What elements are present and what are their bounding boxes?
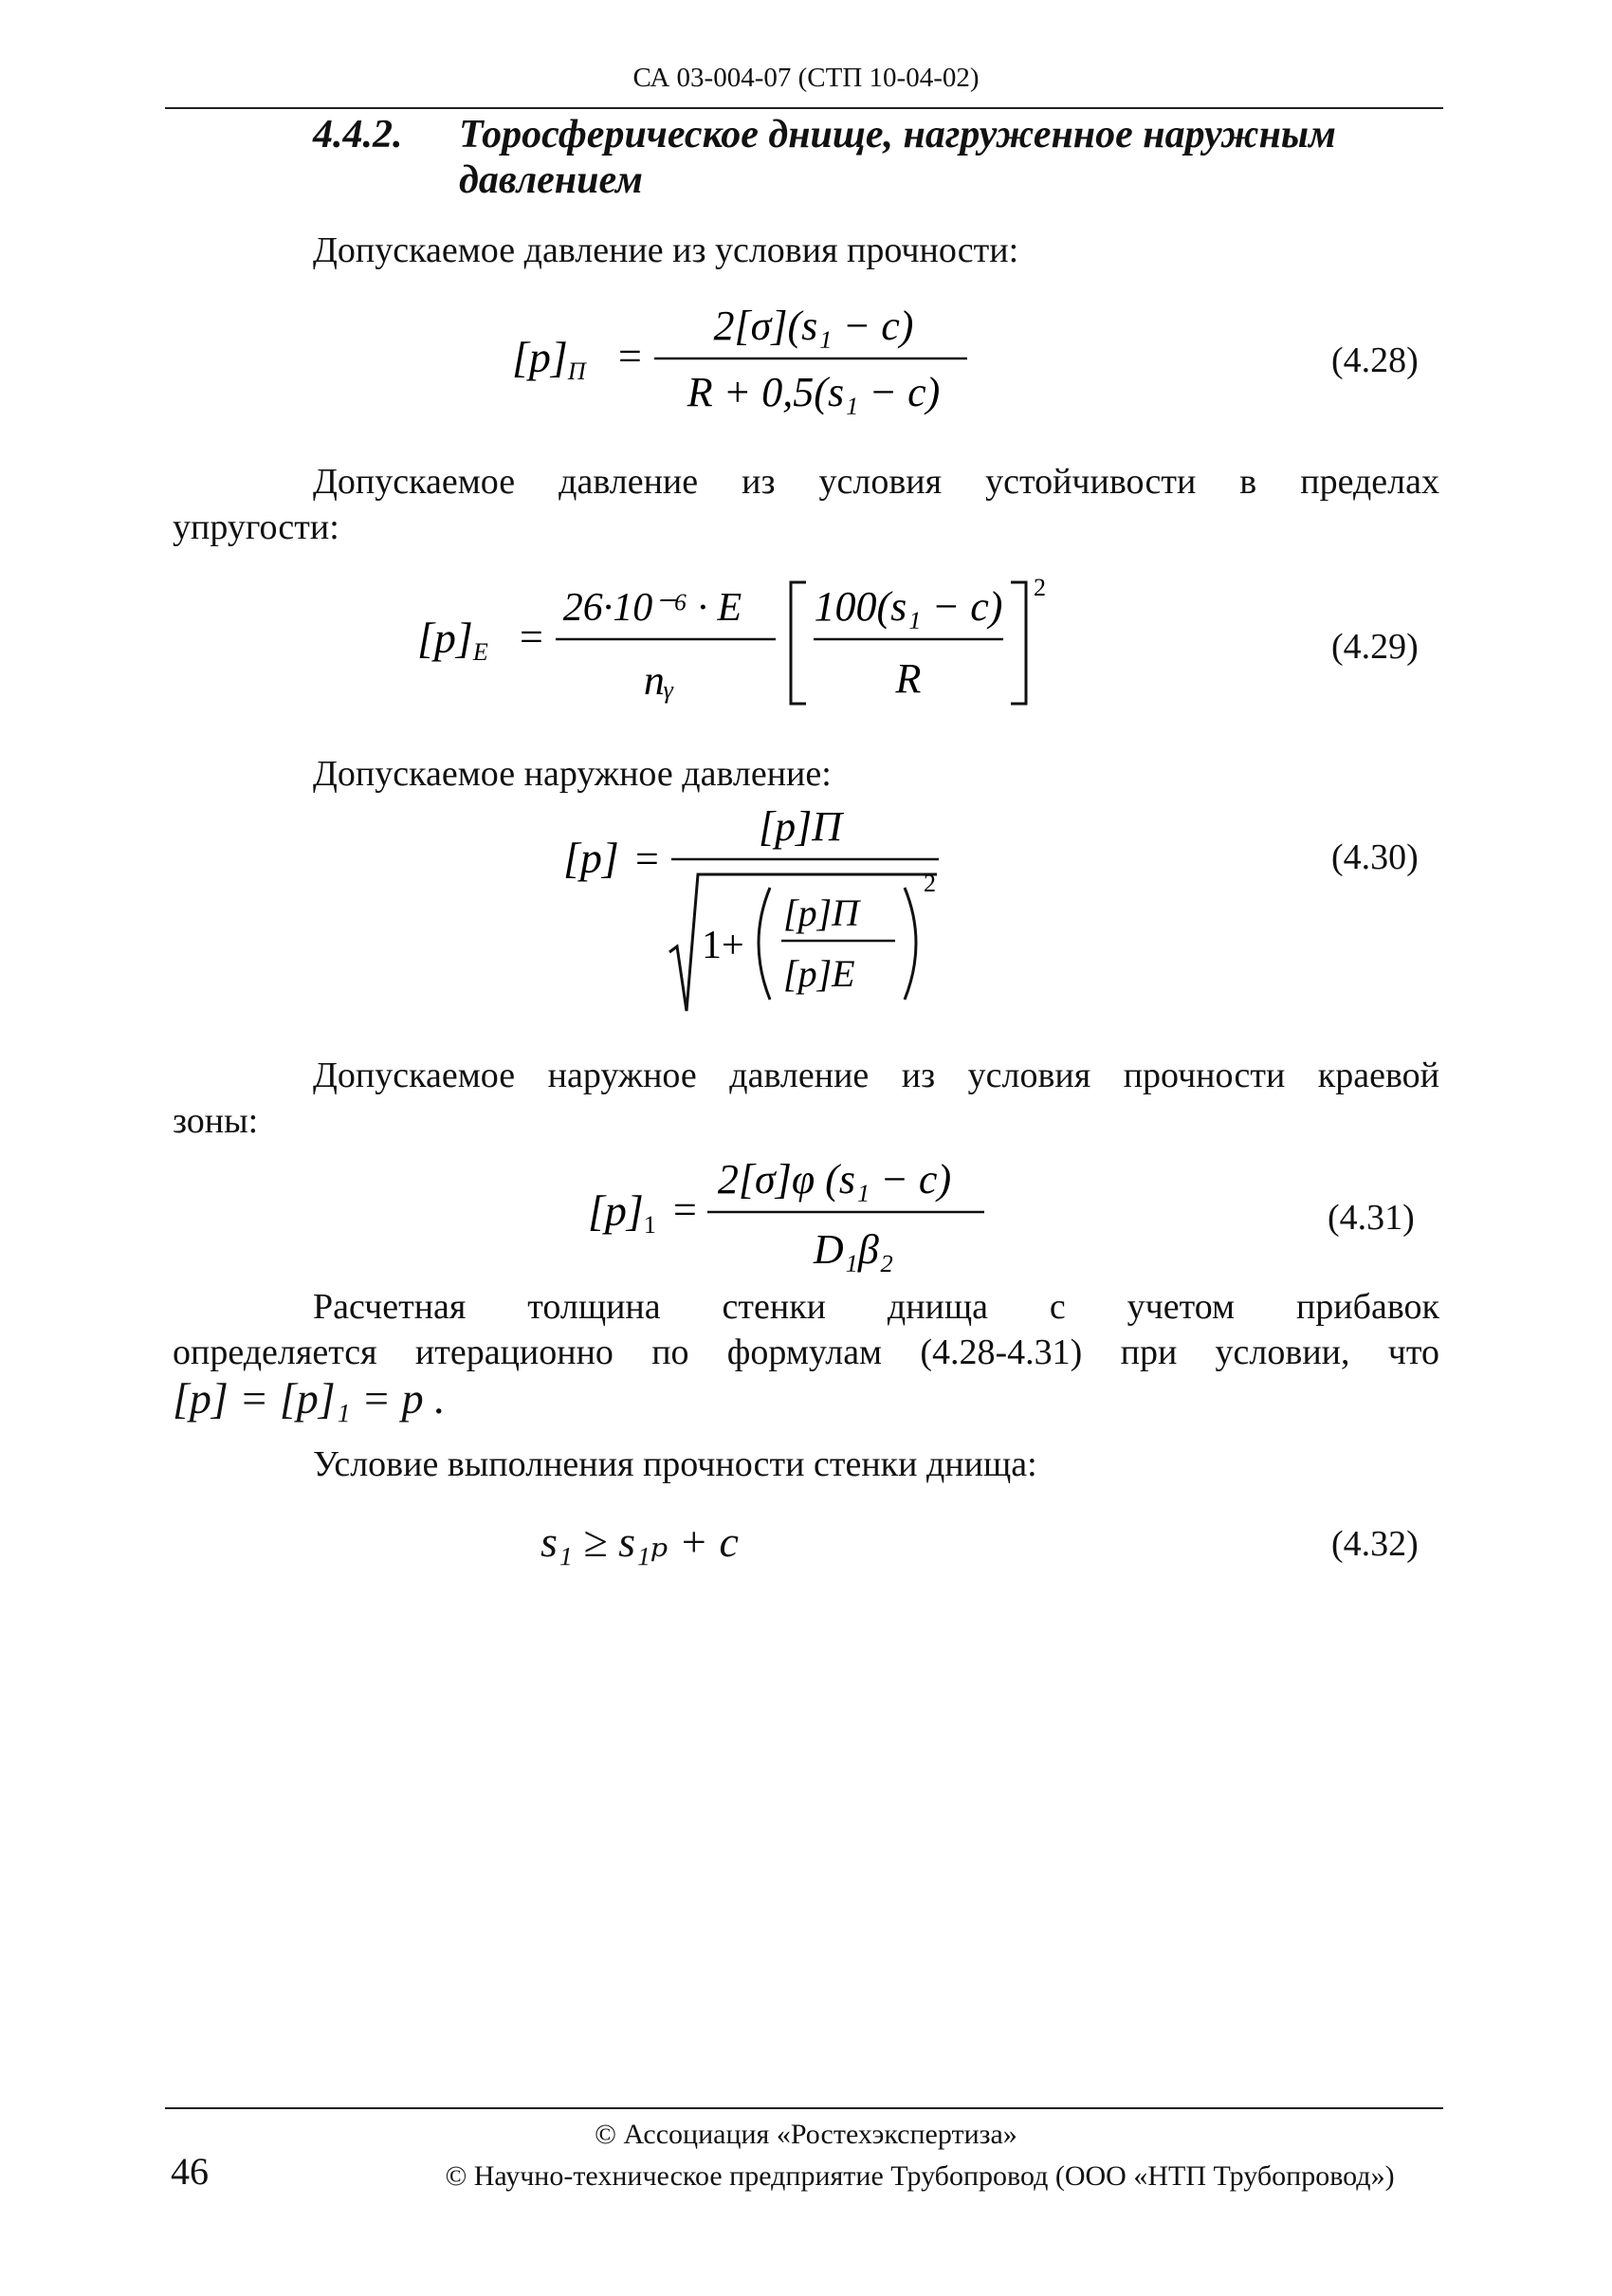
equation-4-28 <box>493 285 967 427</box>
footer-copyright-association: © Ассоциация «Ростехэкспертиза» <box>595 2119 1017 2150</box>
eq428-equals: = <box>618 333 642 379</box>
eq430-power: 2 <box>924 870 936 897</box>
paragraph-edge-zone-line2: зоны: <box>173 1101 259 1141</box>
inline-equation: [p] = [p]₁ = p . <box>173 1374 446 1423</box>
eq429-number: (4.29) <box>1331 627 1419 667</box>
eq429-coef-denominator: nᵧ <box>643 657 675 704</box>
eq428-lhs: [p]П <box>512 333 586 385</box>
eq431-equals: = <box>673 1186 697 1233</box>
eq429-coef-numerator: 26·10⁻⁶ · E <box>562 586 742 630</box>
paragraph-calculation-line2: определяется итерационно по формулам (4.28-4.31) при условии, что <box>173 1332 1439 1372</box>
eq430-right-paren <box>905 888 916 1000</box>
eq429-bracket-numerator: 100(s₁ − c) <box>814 583 1003 630</box>
eq430-inner-denominator: [p]E <box>783 952 855 995</box>
eq430-inner-numerator: [p]П <box>783 891 860 934</box>
eq429-bracket-denominator: R <box>895 655 922 702</box>
paragraph-calculation-line1: Расчетная толщина стенки днища с учетом прибавок <box>313 1287 1439 1327</box>
eq431-number: (4.31) <box>1328 1198 1415 1238</box>
equation-4-31 <box>578 1138 996 1290</box>
eq431-numerator: 2[σ]φ (s₁ − c) <box>717 1156 952 1203</box>
eq431-lhs: [p]1 <box>588 1186 656 1239</box>
eq432-number: (4.32) <box>1331 1524 1419 1564</box>
eq429-left-bracket <box>791 582 806 704</box>
equation-4-30 <box>559 797 958 1024</box>
eq430-lhs: [p] <box>563 834 619 882</box>
eq428-number: (4.28) <box>1331 340 1419 380</box>
equation-4-32: s₁ ≥ s₁ₚ + c <box>540 1517 739 1566</box>
eq430-equals: = <box>635 836 659 882</box>
eq430-numerator: [p]П <box>759 803 843 850</box>
paragraph-stability-line2: упругости: <box>173 507 339 547</box>
eq430-number: (4.30) <box>1331 837 1419 877</box>
paragraph-stability-line1: Допускаемое давление из условия устойчивости в пределах <box>313 462 1439 502</box>
paragraph-strength-condition: Условие выполнения прочности стенки днища: <box>313 1444 1037 1484</box>
eq429-lhs: [p]E <box>417 614 488 666</box>
section-number: 4.4.2. <box>313 113 403 156</box>
eq431-denominator: D₁β₂ <box>813 1226 894 1273</box>
footer-rule <box>165 2107 1443 2109</box>
eq429-equals: = <box>520 614 543 660</box>
page-number: 46 <box>171 2150 209 2193</box>
section-title: Торосферическое днище, нагруженное наружным давлением <box>459 113 1336 202</box>
eq430-left-paren <box>759 888 770 1000</box>
eq428-denominator: R + 0,5(s₁ − c) <box>687 369 941 415</box>
eq430-one-plus: 1+ <box>702 924 744 967</box>
paragraph-external-pressure: Допускаемое наружное давление: <box>313 754 832 794</box>
header-rule <box>165 107 1443 109</box>
footer-copyright-company: © Научно-техническое предприятие Трубопровод (ООО «НТП Трубопровод») <box>445 2160 1395 2192</box>
eq428-numerator: 2[σ](s₁ − c) <box>713 303 914 349</box>
paragraph-edge-zone-line1: Допускаемое наружное давление из условия прочности краевой <box>313 1056 1439 1095</box>
document-header: СА 03-004-07 (СТП 10-04-02) <box>632 63 980 93</box>
equation-4-29 <box>408 569 1072 721</box>
paragraph-strength: Допускаемое давление из условия прочности: <box>313 230 1019 270</box>
eq429-power: 2 <box>1034 574 1046 601</box>
eq429-right-bracket <box>1011 582 1026 704</box>
